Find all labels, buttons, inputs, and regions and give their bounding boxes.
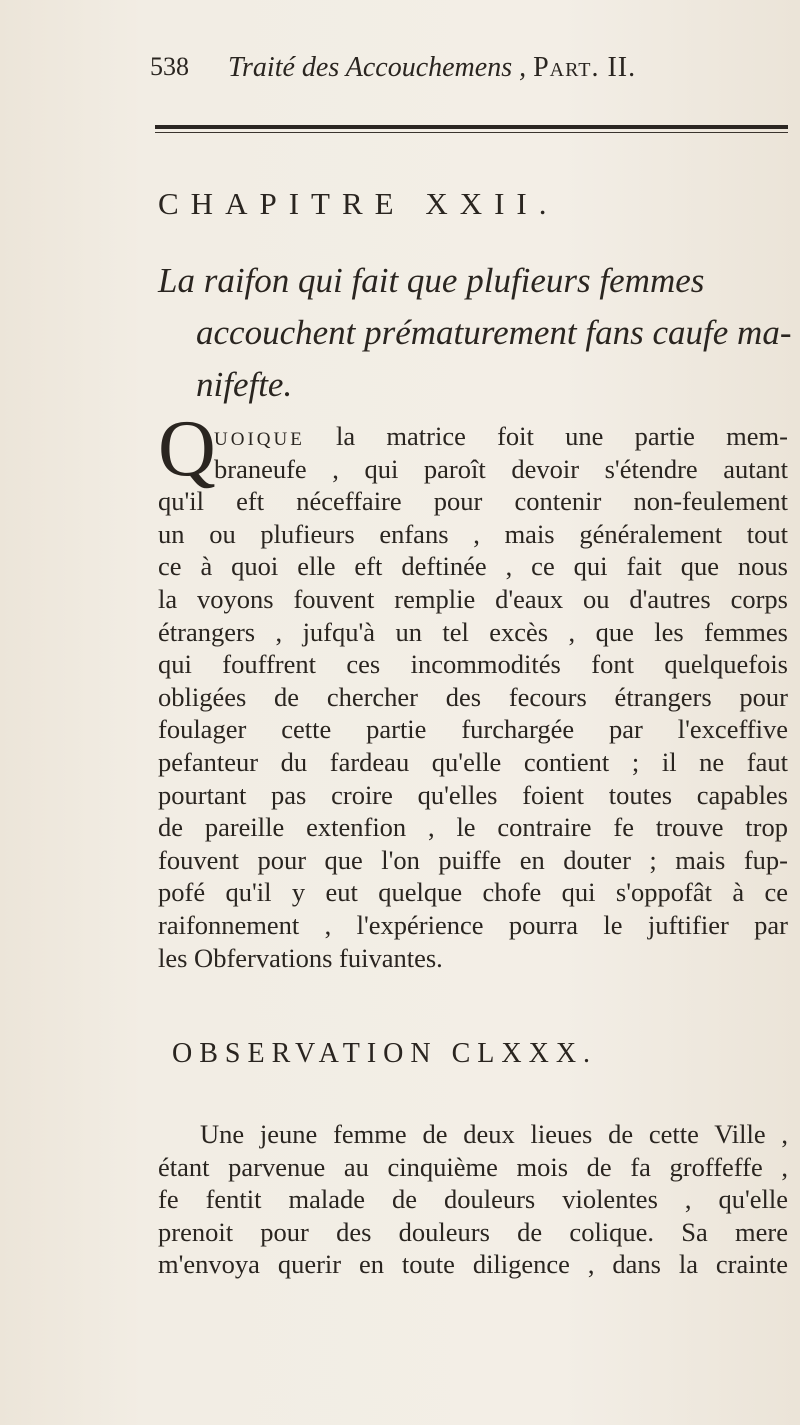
text-line: qui fouffrent ces incommodités font quelquefois [158,649,788,680]
text-line: étant parvenue au cinquième mois de fa groffeffe , [158,1151,788,1182]
text-line: de pareille extenfion , le contraire fe trouve trop [158,812,788,843]
chapter-heading: CHAPITRE XXII. [158,186,559,221]
text-line: braneufe , qui paroît devoir s'étendre autant [214,453,788,484]
text-line: m'envoya querir en toute diligence , dans la crainte [158,1249,788,1280]
running-title-text: Traité des Accouchemens , [228,52,527,83]
chapter-subtitle [158,255,792,411]
lead-word: uoique [214,421,305,451]
text-line: la voyons fouvent remplie d'eaux ou d'autres corps [158,583,788,614]
text-line: raifonnement , l'expérience pourra le juftifier par [158,909,788,940]
text-line: pofé qu'il y eut quelque chofe qui s'oppofât à ce [158,877,788,908]
text-line: pefanteur du fardeau qu'elle contient ; il ne faut [158,746,788,777]
text-line: les Obfervations fuivantes. [158,942,443,973]
text-line: Une jeune femme de deux lieues de cette Ville , [200,1119,788,1149]
header-rule-thick [155,125,788,129]
text-line: obligées de chercher des fecours étrangers pour [158,681,788,712]
running-title [228,52,636,84]
text-line: fouvent pour que l'on puiffe en douter ; mais fup- [158,844,788,875]
page-number: 538 [150,52,189,81]
text-line: pourtant pas croire qu'elles foient toutes capables [158,779,788,810]
text-line [158,420,788,453]
subtitle-line: La raifon qui fait que plufieurs femmes [158,261,705,300]
text-line: ce à quoi elle eft deftinée , ce qui fait que nous [158,551,788,582]
subtitle-line: nifefte. [196,365,293,404]
text-line: foulager cette partie furchargée par l'exceffive [158,714,788,745]
running-header [150,52,670,92]
text-line-rest: la matrice foit une partie mem- [304,421,788,451]
text-line: étrangers , jufqu'à un tel excès , que les femmes [158,616,788,647]
text-line: un ou plufieurs enfans , mais généralement tout [158,518,788,549]
drop-cap: Q [158,405,216,493]
paragraph-1 [158,420,788,974]
observation-heading: OBSERVATION CLXXX. [172,1038,598,1069]
paragraph-2 [158,1118,788,1281]
running-part: Part. II. [533,52,637,83]
subtitle-line: accouchent prématurement fans caufe ma- [196,313,792,352]
text-line: qu'il eft néceffaire pour contenir non-feulement [158,486,788,517]
header-rule-thin [155,132,788,133]
text-line: fe fentit malade de douleurs violentes , qu'elle [158,1184,788,1215]
text-line: prenoit pour des douleurs de colique. Sa mere [158,1216,788,1247]
